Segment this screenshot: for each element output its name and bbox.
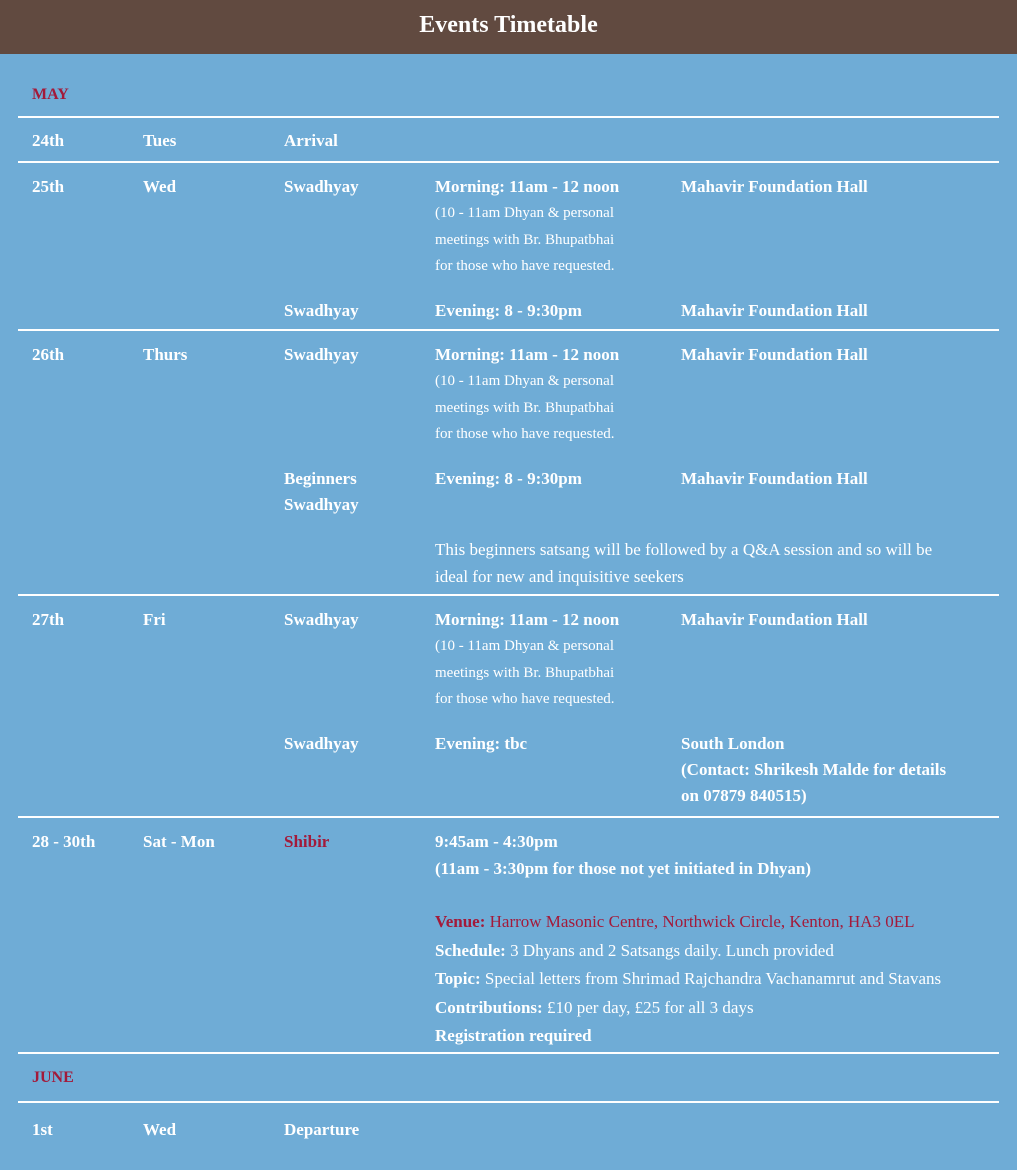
- page-title: Events Timetable: [419, 11, 598, 38]
- event-cell: Swadhyay: [284, 301, 359, 320]
- venue-line: [435, 908, 995, 937]
- header-bar: [0, 0, 1017, 54]
- event-line: Beginners: [284, 469, 357, 488]
- venue-cell: Mahavir Foundation Hall: [681, 610, 868, 629]
- date-cell: 1st: [32, 1120, 53, 1139]
- day-cell: Wed: [143, 177, 177, 196]
- note-line: for those who have requested.: [435, 426, 615, 442]
- time-cell: Evening: 8 - 9:30pm: [435, 301, 582, 320]
- topic-label: Topic:: [435, 969, 481, 988]
- topic-line: [435, 965, 995, 994]
- venue-cell: Mahavir Foundation Hall: [681, 301, 868, 320]
- venue-label: Venue:: [435, 912, 486, 931]
- time-cell: Evening: tbc: [435, 734, 528, 753]
- table-row: [18, 118, 999, 161]
- venue-cell: Mahavir Foundation Hall: [681, 177, 868, 196]
- note-line: (10 - 11am Dhyan & personal: [435, 638, 614, 654]
- note-line: (10 - 11am Dhyan & personal: [435, 373, 614, 389]
- note-line: meetings with Br. Bhupatbhai: [435, 664, 615, 681]
- note-line: for those who have requested.: [435, 691, 615, 707]
- description-line: This beginners satsang will be followed by a Q&A session and so will be: [435, 540, 933, 559]
- venue-value: Harrow Masonic Centre, Northwick Circle, Kenton, HA3 0EL: [489, 912, 915, 931]
- table-row: [18, 163, 999, 329]
- time-text: Morning: 11am - 12 noon: [435, 177, 620, 196]
- contributions-value: £10 per day, £25 for all 3 days: [546, 997, 754, 1017]
- time-cell: Evening: 8 - 9:30pm: [435, 469, 582, 488]
- registration-note: Registration required: [435, 1026, 592, 1045]
- topic-value: Special letters from Shrimad Rajchandra Vachanamrut and Stavans: [484, 969, 942, 988]
- venue-cell: [681, 731, 981, 809]
- day-cell: Thurs: [143, 345, 188, 364]
- venue-cell: Mahavir Foundation Hall: [681, 345, 868, 364]
- day-cell: Tues: [143, 131, 177, 150]
- note-line: (10 - 11am Dhyan & personal: [435, 205, 614, 221]
- event-cell: Swadhyay: [284, 345, 359, 364]
- event-cell: Departure: [284, 1120, 360, 1139]
- table-row: [18, 818, 999, 1052]
- month-row-june: [18, 1054, 999, 1101]
- time-text: Morning: 11am - 12 noon: [435, 345, 620, 364]
- description-line: ideal for new and inquisitive seekers: [435, 567, 684, 586]
- venue-cell: Mahavir Foundation Hall: [681, 469, 868, 488]
- contributions-label: Contributions:: [435, 997, 543, 1017]
- event-cell: Swadhyay: [284, 177, 359, 196]
- note-line: meetings with Br. Bhupatbhai: [435, 231, 615, 248]
- time-text: Morning: 11am - 12 noon: [435, 610, 620, 629]
- table-row: [18, 331, 999, 594]
- time-note: (11am - 3:30pm for those not yet initiated in Dhyan): [435, 859, 812, 878]
- venue-line: South London: [681, 734, 785, 753]
- event-cell: Arrival: [284, 131, 338, 150]
- time-cell: [435, 342, 675, 448]
- note-line: for those who have requested.: [435, 258, 615, 274]
- day-cell: Fri: [143, 610, 166, 629]
- time-cell: [435, 174, 675, 280]
- month-label: MAY: [32, 86, 69, 103]
- table-row: [18, 1103, 999, 1163]
- month-label: JUNE: [32, 1069, 74, 1086]
- date-cell: 26th: [32, 345, 65, 364]
- date-cell: 28 - 30th: [32, 832, 96, 851]
- description: [435, 536, 995, 590]
- time-cell: [435, 607, 675, 713]
- schedule-label: Schedule:: [435, 940, 506, 960]
- contributions-line: [435, 994, 995, 1023]
- date-cell: 27th: [32, 610, 65, 629]
- event-cell: Swadhyay: [284, 610, 359, 629]
- note-line: meetings with Br. Bhupatbhai: [435, 399, 615, 416]
- event-cell: [284, 466, 429, 518]
- event-cell: Shibir: [284, 832, 330, 851]
- day-cell: Wed: [143, 1120, 177, 1139]
- timetable: [18, 54, 999, 1163]
- time-text: 9:45am - 4:30pm: [435, 832, 558, 851]
- info-block: [435, 908, 995, 1051]
- date-cell: 25th: [32, 177, 65, 196]
- venue-line: (Contact: Shrikesh Malde for details: [681, 760, 947, 779]
- table-row: [18, 596, 999, 816]
- day-cell: Sat - Mon: [143, 832, 215, 851]
- event-line: Swadhyay: [284, 495, 359, 514]
- month-row-may: [18, 54, 999, 116]
- venue-line: on 07879 840515): [681, 786, 807, 805]
- schedule-value: 3 Dhyans and 2 Satsangs daily. Lunch provided: [510, 940, 834, 960]
- event-cell: Swadhyay: [284, 734, 359, 753]
- date-cell: 24th: [32, 131, 65, 150]
- schedule-line: [435, 937, 995, 966]
- event-details: [435, 829, 995, 882]
